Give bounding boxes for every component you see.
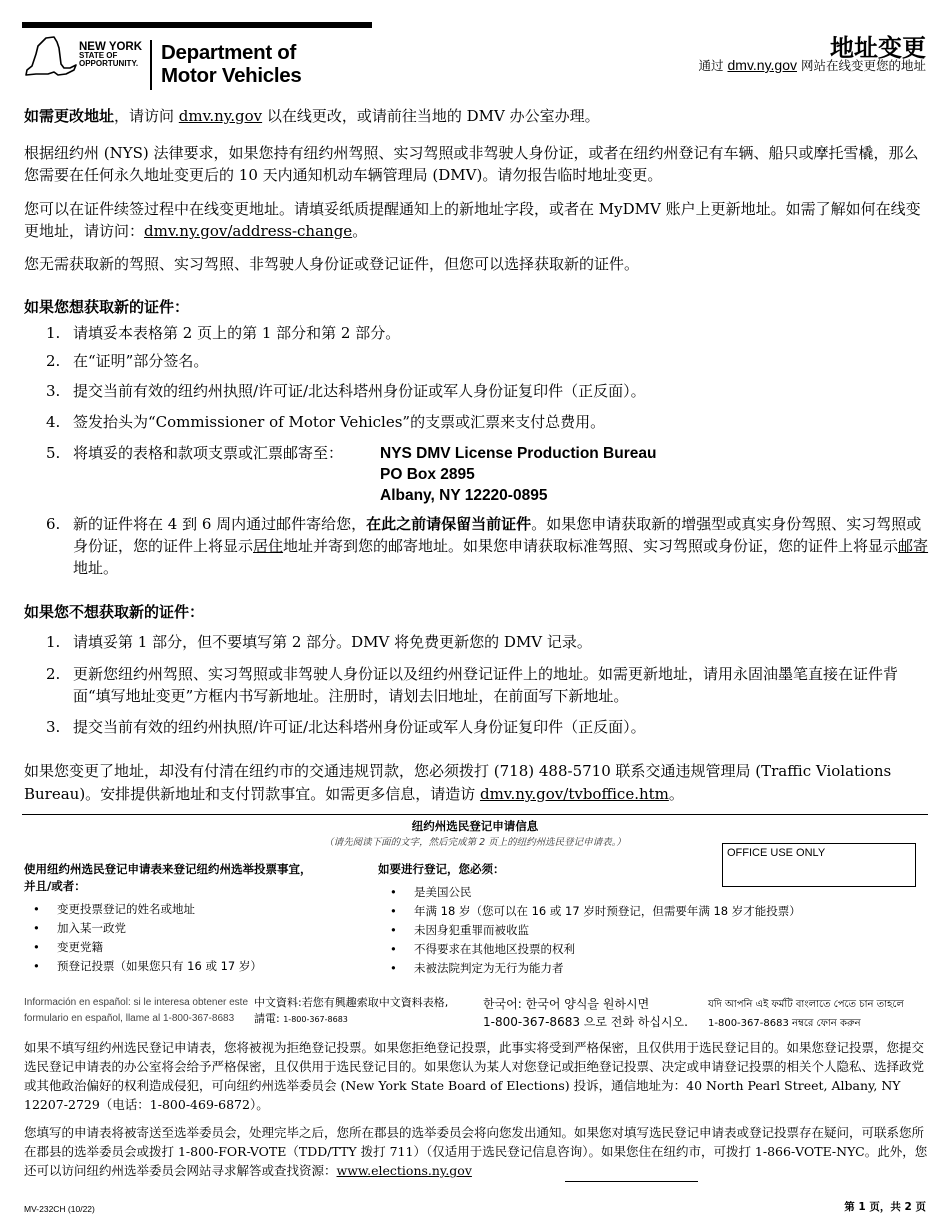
- intro-paragraph-1: 如需更改地址，请访问 dmv.ny.gov 以在线更改，或请前往当地的 DMV 办公室办理。: [24, 107, 600, 125]
- section-heading-want-new: 如果您想获取新的证件：: [24, 298, 190, 316]
- dmv-wordmark: Department of Motor Vehicles: [161, 41, 302, 87]
- link-underline-rule: [565, 1181, 698, 1182]
- ny-state-map-icon: [24, 34, 80, 84]
- dmv-website-link[interactable]: dmv.ny.gov: [727, 57, 798, 73]
- section-heading-not-want-new: 如果您不想获取新的证件：: [24, 603, 205, 621]
- korean-info: 한국어: 한국어 양식을 원하시면 1-800-367-8683 으로 전화 하십시오.: [483, 997, 688, 1029]
- voter-registration-note: （请先阅读下面的文字，然后完成第 2 页上的纽约州选民登记申请表。）: [324, 837, 626, 848]
- decline-notice: 如果不填写纽约州选民登记申请表，您将被视为拒绝登记投票。如果您拒绝登记投票，此事实将受到严格保密，且仅供用于选民登记目的。如果您登记投票，您提交选民登记申请表的办公室将会给予严格保密，且仅供用于选民登记目的。如果您认为某人对您登记或拒绝登记投票、决定或申请登记投票的相关个人隐私、选择政党或其他政治偏好的权利造成侵犯，可向纽约州选举委员会 (New York State Board of Elections) 投诉，通信地址为：40 North Pearl Street, Albany, NY 12207-2729（电话：1-800-469-6872）。: [24, 1040, 925, 1112]
- intro-paragraph-4: 您无需获取新的驾照、实习驾照、非驾驶人身份证或登记证件，但您可以选择获取新的证件。: [24, 255, 640, 273]
- dmv-logo[interactable]: [24, 34, 324, 94]
- bengali-info: যদি আপনি এই ফর্মটি বাংলাতে পেতে চান তাহলে 1-800-367-8683 নম্বরে ফোন করুন: [708, 999, 904, 1029]
- chinese-info: 中文資料:若您有興趣索取中文資料表格, 請電: 1-800-367-8683: [254, 996, 449, 1025]
- voter-left-heading: 使用纽约州选民登记申请表来登记纽约州选举投票事宜， 并且/或者：: [24, 862, 312, 893]
- page-title: 地址变更: [830, 34, 926, 62]
- address-change-link[interactable]: dmv.ny.gov/address-change: [144, 222, 353, 240]
- logo-divider: [150, 40, 152, 90]
- page-subtitle: 通过 dmv.ny.gov 网站在线变更您的地址: [698, 57, 926, 73]
- forwarding-notice: 您填写的申请表将被寄送至选举委员会，处理完毕之后，您所在郡县的选举委员会将向您发出通知。如果您对填写选民登记申请表或登记投票存在疑问，可联系您所在郡县的选举委员会或拨打 1-800-FOR-VOTE（TDD/TTY 拨打 711）（仅适用于选民登记信息咨询）。如果您住在纽约市，可拨打 1-866-VOTE-NYC。此外，您还可以访问纽约州选举委员会网站寻求解答或查找资源：www.elections.ny.gov: [24, 1125, 928, 1178]
- voter-registration-title: 纽约州选民登记申请信息: [411, 819, 539, 833]
- tvb-office-link[interactable]: dmv.ny.gov/tvboffice.htm: [479, 785, 669, 803]
- page-number: 第 1 页，共 2 页: [844, 1201, 926, 1213]
- elections-website-link[interactable]: www.elections.ny.gov: [336, 1163, 472, 1178]
- ny-state-wordmark: NEW YORK STATE OF OPPORTUNITY.: [79, 41, 143, 68]
- section-divider: [22, 814, 928, 815]
- office-use-box: OFFICE USE ONLY: [722, 843, 916, 887]
- top-rule: [22, 22, 372, 28]
- dmv-link[interactable]: dmv.ny.gov: [178, 107, 263, 125]
- mailing-address: NYS DMV License Production Bureau PO Box 2895 Albany, NY 12220-0895: [380, 445, 657, 504]
- traffic-violations-paragraph: 如果您变更了地址，却没有付清在纽约市的交通违规罚款，您必须拨打 (718) 488-5710 联系交通违规管理局 (Traffic Violations Bureau)。安排提供新地址和支付罚款事宜。如需更多信息，请造访 dmv.ny.gov/tvboffice.htm。: [24, 762, 892, 803]
- form-id: MV-232CH (10/22): [24, 1204, 95, 1214]
- intro-paragraph-3: 您可以在证件续签过程中在线变更地址。请填妥纸质提醒通知上的新地址字段，或者在 MyDMV 账户上更新地址。如需了解如何在线变更地址，请访问：dmv.ny.gov/address-change。: [24, 200, 921, 240]
- intro-paragraph-2: 根据纽约州 (NYS) 法律要求，如果您持有纽约州驾照、实习驾照或非驾驶人身份证，或者在纽约州登记有车辆、船只或摩托雪橇，那么您需要在任何永久地址变更后的 10 天内通知机动车辆管理局 (DMV)。请勿报告临时地址变更。: [24, 144, 919, 184]
- spanish-info: Información en español: si le interesa obtener este formulario en español, llame al 1-800-367-8683: [24, 997, 249, 1024]
- voter-right-heading: 如要进行登记，您必须：: [378, 862, 505, 876]
